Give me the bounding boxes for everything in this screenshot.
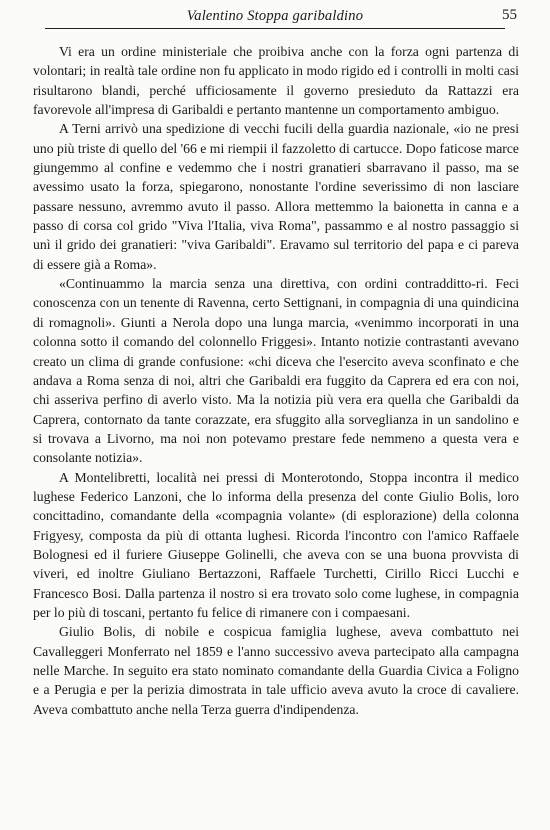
paragraph-march: «Continuammo la marcia senza una direttiva, con ordini contradditto-ri. Feci conoscenza con un tenente di Ravenna, certo Settignani, in compagnia di una quindicina di romagnoli». Giunti a Nerola dopo una lunga marcia, «venimmo incorporati in una colonna sotto il comando del colonnello Friggesi». Intanto notizie contrastanti avevano creato un clima di grande confusione: «chi diceva che l'esercito aveva sconfinato e che andava a Roma senza di noi, altri che Garibaldi era fuggito da Caprera ed era con noi, chi asseriva perfino di averlo visto. Ma la notizia più vera era quella che Garibaldi da Caprera, contornato da tante corazzate, era sfuggito alla sorveglianza in un sandolino e si trovava a Livorno, ma noi non potevamo prestare fede nemmeno a questa vera e consolante notizia». — [33, 276, 519, 466]
page-number: 55 — [502, 7, 517, 23]
running-header — [45, 4, 517, 29]
paragraph-giulio-bolis: Giulio Bolis, di nobile e cospicua famiglia lughese, aveva combattuto nei Cavalleggeri Monferrato nel 1859 e l'anno successivo aveva partecipato alla campagna nelle Marche. In seguito era stato nominato comandante della Guardia Civica a Foligno e a Perugia e per la perizia dimostrata in tale ufficio aveva avuto la croce di cavaliere. Aveva combattuto anche nella Terza guerra d'indipendenza. — [33, 624, 519, 717]
running-title: Valentino Stoppa garibaldino — [186, 8, 364, 24]
paragraph-montelibretti: A Montelibretti, località nei pressi di Monterotondo, Stoppa incontra il medico lughese Federico Lanzoni, che lo informa della presenza del conte Giulio Bolis, loro concittadino, comandante della «compagnia volante» (di esplorazione) della colonna Frigyesy, composta da più di ottanta lughesi. Ricorda l'incontro con l'amico Raffaele Bolognesi ed il furiere Giuseppe Golinelli, che aveva con se una buona provvista di viveri, ed inoltre Giuliano Bertazzoni, Raffaele Turchetti, Cirillo Ricci Lucchi e Francesco Bosi. Dalla partenza il nostro si era trovato solo come lughese, in compagnia per lo più di toscani, pertanto fu felice di rimanere con i compaesani. — [33, 469, 519, 620]
paragraph-ministerial-order: Vi era un ordine ministeriale che proibiva anche con la forza ogni partenza di volontari; in realtà tale ordine non fu applicato in modo rigido ed i controlli in molti casi risultarono blandi, perché ufficiosamente il governo presieduto da Rattazzi era favorevole all'impresa di Garibaldi e pertanto mantenne un comportamento ambiguo. — [33, 44, 519, 118]
body-text — [33, 42, 519, 719]
paragraph-terni: A Terni arrivò una spedizione di vecchi fucili della guardia nazionale, «io ne presi uno più triste di quello del '66 e mi riempii il fazzoletto di cartucce. Dopo faticose marce giungemmo al confine e vedemmo che i nostri granatieri sbarravano il passo, ma se avessimo usato la forza, spiegarono, nonostante l'ordine severissimo di non lasciare passare nessuno, avremmo avuto il passo. Allora mettemmo la baionetta in canna e a passo di corsa col grido "Viva l'Italia, viva Roma", passammo e al nostro passaggio si unì il grido dei granatieri: "viva Garibaldi". Eravamo sul territorio del papa e ci pareva di essere già a Roma». — [33, 121, 519, 272]
